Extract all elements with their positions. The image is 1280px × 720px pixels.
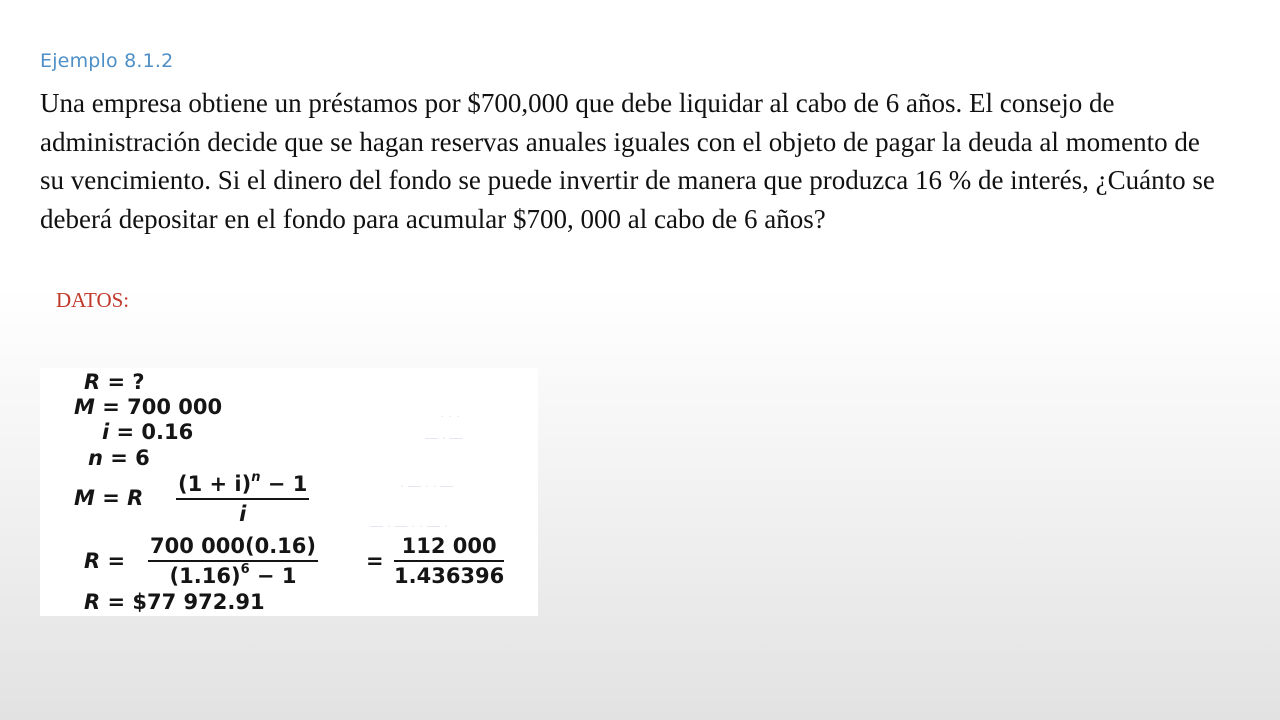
formula-m-equation-lhs: M = R <box>74 486 144 510</box>
formula-m-equation-fraction: $\frac{(1 + i)^n - 1}{i}$ <box>178 470 308 526</box>
scan-bleed-mark: — · — · · — · <box>370 518 448 533</box>
formula-panel <box>40 368 538 616</box>
scan-bleed-mark: · — · · — <box>400 478 454 493</box>
formula-i-value: i = 0.16 <box>102 420 194 444</box>
calc-r-lhs: R = <box>84 549 126 573</box>
formula-n-value: n = 6 <box>88 446 150 470</box>
formula-result: R = $77 972.91 <box>84 590 265 614</box>
scan-bleed-mark: — · — <box>425 430 463 445</box>
problem-statement: Una empresa obtiene un préstamos por $700,000 que debe liquidar al cabo de 6 años. El consejo de administración decide que se hagan reservas anuales iguales con el objeto de pagar la deuda al momento de su vencimiento. Si el dinero del fondo se puede invertir de manera que produzca 16 % de interés, ¿Cuánto se deberá depositar en el fondo para acumular $700, 000 al cabo de 6 años? <box>40 88 1215 234</box>
datos-label: DATOS: <box>56 288 130 312</box>
formula-m-value: M = 700 000 <box>74 395 223 419</box>
formula-r-unknown: R = ? <box>84 370 145 394</box>
calc-simplified-fraction: $\frac{112 000}{1.436396}$ <box>394 534 505 588</box>
calc-equals: = <box>366 549 384 573</box>
calc-r-fraction: $\frac{700 000(0.16)}{(1.16)^6 - 1}$ <box>150 534 316 588</box>
slide-heading: Ejemplo 8.1.2 <box>40 50 174 72</box>
scan-bleed-mark: · · · <box>440 408 461 423</box>
